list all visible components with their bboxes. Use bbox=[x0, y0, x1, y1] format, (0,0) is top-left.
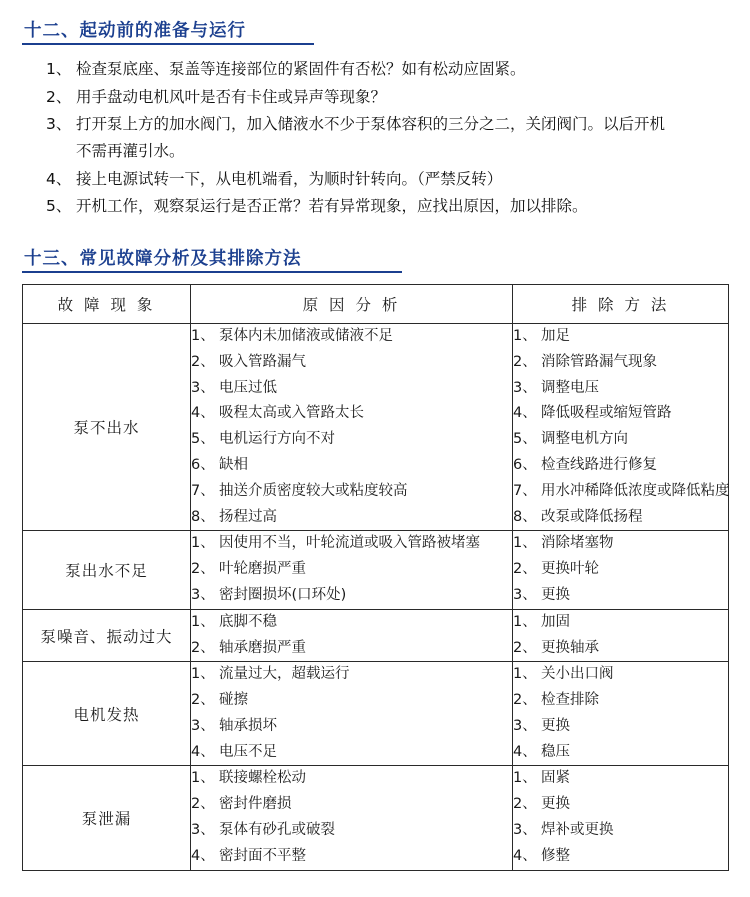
step-number: 2、 bbox=[46, 87, 72, 106]
list-item bbox=[513, 766, 728, 792]
item-text: 加固 bbox=[541, 613, 570, 630]
list-item bbox=[191, 350, 512, 376]
item-text: 流量过大，超载运行 bbox=[219, 666, 350, 683]
item-text: 消除堵塞物 bbox=[541, 535, 614, 552]
cell-phenomenon: 电机发热 bbox=[23, 662, 191, 766]
list-item bbox=[513, 401, 728, 427]
item-text: 电机运行方向不对 bbox=[219, 431, 335, 448]
item-number: 4、 bbox=[513, 743, 537, 760]
item-number: 4、 bbox=[191, 847, 215, 864]
list-item bbox=[513, 583, 728, 609]
cell-remedies bbox=[513, 766, 729, 870]
item-number: 2、 bbox=[513, 561, 537, 578]
cell-remedies bbox=[513, 609, 729, 662]
item-text: 轴承磨损严重 bbox=[219, 639, 306, 656]
step-number: 1、 bbox=[46, 60, 72, 78]
table-row bbox=[23, 323, 729, 530]
list-item bbox=[46, 56, 728, 83]
item-text: 调整电机方向 bbox=[541, 431, 628, 448]
list-item bbox=[46, 84, 728, 111]
item-number: 2、 bbox=[191, 796, 215, 813]
list-item bbox=[191, 427, 512, 453]
item-text: 泵体内未加储液或储液不足 bbox=[219, 327, 393, 344]
list-item bbox=[191, 505, 512, 531]
list-item bbox=[513, 844, 728, 870]
section-12-title: 十二、起动前的准备与运行 bbox=[24, 21, 246, 41]
list-item bbox=[513, 610, 728, 636]
item-text: 消除管路漏气现象 bbox=[541, 353, 657, 370]
item-number: 1、 bbox=[513, 613, 537, 630]
list-item bbox=[191, 740, 512, 766]
list-item bbox=[191, 662, 512, 688]
list-item bbox=[513, 505, 728, 531]
item-text: 调整电压 bbox=[541, 379, 599, 396]
table-row bbox=[23, 609, 729, 662]
item-number: 6、 bbox=[513, 456, 537, 473]
list-item bbox=[191, 714, 512, 740]
fault-analysis-table bbox=[22, 284, 729, 871]
heading-underline bbox=[22, 271, 402, 273]
item-number: 3、 bbox=[191, 586, 215, 603]
list-item bbox=[191, 479, 512, 505]
step-text: 打开泵上方的加水阀门，加入储液水不少于泵体容积的三分之二，关闭阀门。以后开机 bbox=[76, 115, 666, 134]
item-number: 1、 bbox=[191, 613, 215, 630]
list-item bbox=[191, 636, 512, 662]
cell-phenomenon: 泵泄漏 bbox=[23, 766, 191, 870]
item-number: 1、 bbox=[191, 666, 215, 683]
item-number: 1、 bbox=[513, 666, 537, 683]
item-text: 轴承损坏 bbox=[219, 717, 277, 734]
item-number: 7、 bbox=[513, 482, 537, 499]
cell-phenomenon: 泵出水不足 bbox=[23, 531, 191, 609]
list-item bbox=[513, 324, 728, 350]
list-item bbox=[513, 818, 728, 844]
step-number: 4、 bbox=[46, 169, 72, 188]
item-number: 5、 bbox=[191, 431, 215, 448]
cell-causes bbox=[191, 609, 513, 662]
list-item bbox=[191, 818, 512, 844]
step-text: 检查泵底座、泵盖等连接部位的紧固件有否松？如有松动应固紧。 bbox=[76, 60, 526, 78]
startup-steps-list bbox=[22, 56, 728, 220]
table-row bbox=[23, 531, 729, 609]
list-item bbox=[513, 688, 728, 714]
list-item bbox=[513, 662, 728, 688]
list-item bbox=[191, 453, 512, 479]
cell-remedies bbox=[513, 531, 729, 609]
item-number: 4、 bbox=[191, 405, 215, 422]
list-item bbox=[191, 324, 512, 350]
step-number: 3、 bbox=[46, 115, 72, 134]
cell-causes bbox=[191, 531, 513, 609]
item-number: 1、 bbox=[513, 770, 537, 787]
item-text: 电压过低 bbox=[219, 379, 277, 396]
item-number: 2、 bbox=[191, 639, 215, 656]
list-item bbox=[191, 844, 512, 870]
cause-list bbox=[191, 324, 512, 530]
item-number: 3、 bbox=[513, 379, 537, 396]
item-text: 联接螺栓松动 bbox=[219, 770, 306, 787]
list-item bbox=[191, 376, 512, 402]
item-text: 叶轮磨损严重 bbox=[219, 561, 306, 578]
item-text: 更换轴承 bbox=[541, 639, 599, 656]
list-item bbox=[513, 714, 728, 740]
item-number: 3、 bbox=[191, 822, 215, 839]
step-text: 接上电源试转一下，从电机端看，为顺时针转向。（严禁反转） bbox=[76, 169, 503, 188]
item-number: 3、 bbox=[513, 822, 537, 839]
list-item bbox=[513, 636, 728, 662]
item-text: 吸程太高或入管路太长 bbox=[219, 405, 364, 422]
section-13-title: 十三、常见故障分析及其排除方法 bbox=[24, 248, 302, 269]
item-text: 降低吸程或缩短管路 bbox=[541, 405, 672, 422]
item-number: 3、 bbox=[513, 717, 537, 734]
list-item bbox=[513, 427, 728, 453]
item-number: 2、 bbox=[513, 796, 537, 813]
column-header-remedy: 排 除 方 法 bbox=[513, 284, 729, 323]
item-text: 关小出口阀 bbox=[541, 666, 614, 683]
remedy-list bbox=[513, 324, 728, 530]
item-text: 更换叶轮 bbox=[541, 561, 599, 578]
step-text: 开机工作，观察泵运行是否正常？若有异常现象，应找出原因，加以排除。 bbox=[76, 197, 588, 216]
item-text: 密封面不平整 bbox=[219, 847, 306, 864]
item-text: 用水冲稀降低浓度或降低粘度 bbox=[541, 482, 730, 499]
cell-phenomenon: 泵不出水 bbox=[23, 323, 191, 530]
list-item bbox=[46, 166, 728, 193]
table-row bbox=[23, 662, 729, 766]
remedy-list bbox=[513, 766, 728, 869]
item-number: 1、 bbox=[191, 770, 215, 787]
list-item bbox=[191, 401, 512, 427]
item-number: 5、 bbox=[513, 431, 537, 448]
item-number: 1、 bbox=[513, 327, 537, 344]
table-row bbox=[23, 766, 729, 870]
item-number: 4、 bbox=[513, 847, 537, 864]
item-number: 3、 bbox=[191, 379, 215, 396]
item-text: 抽送介质密度较大或粘度较高 bbox=[219, 482, 408, 499]
list-item bbox=[191, 766, 512, 792]
cause-list bbox=[191, 766, 512, 869]
step-text: 用手盘动电机风叶是否有卡住或异声等现象？ bbox=[76, 87, 387, 106]
item-text: 电压不足 bbox=[219, 743, 277, 760]
item-text: 检查线路进行修复 bbox=[541, 456, 657, 473]
list-item bbox=[191, 792, 512, 818]
item-text: 密封圈损坏(口环处) bbox=[219, 586, 347, 603]
item-text: 加足 bbox=[541, 327, 570, 344]
list-item bbox=[513, 740, 728, 766]
item-text: 吸入管路漏气 bbox=[219, 353, 306, 370]
step-text-continued: 不需再灌引水。 bbox=[76, 141, 185, 160]
item-number: 1、 bbox=[191, 535, 215, 552]
item-number: 2、 bbox=[513, 639, 537, 656]
remedy-list bbox=[513, 531, 728, 608]
item-text: 底脚不稳 bbox=[219, 613, 277, 630]
section-heading-12 bbox=[22, 14, 728, 46]
item-text: 更换 bbox=[541, 796, 570, 813]
cell-causes bbox=[191, 662, 513, 766]
item-number: 7、 bbox=[191, 482, 215, 499]
cause-list bbox=[191, 662, 512, 765]
item-number: 3、 bbox=[513, 586, 537, 603]
list-item bbox=[513, 792, 728, 818]
item-number: 8、 bbox=[191, 508, 215, 525]
cell-causes bbox=[191, 766, 513, 870]
list-item bbox=[513, 376, 728, 402]
item-text: 因使用不当，叶轮流道或吸入管路被堵塞 bbox=[219, 535, 480, 552]
table-header-row bbox=[23, 284, 729, 323]
cell-phenomenon: 泵噪音、振动过大 bbox=[23, 609, 191, 662]
item-number: 1、 bbox=[513, 535, 537, 552]
item-text: 更换 bbox=[541, 586, 570, 603]
cell-remedies bbox=[513, 323, 729, 530]
list-item bbox=[191, 531, 512, 557]
item-text: 稳压 bbox=[541, 743, 570, 760]
list-item bbox=[191, 610, 512, 636]
item-number: 8、 bbox=[513, 508, 537, 525]
remedy-list bbox=[513, 610, 728, 662]
cause-list bbox=[191, 531, 512, 608]
cause-list bbox=[191, 610, 512, 662]
item-text: 泵体有砂孔或破裂 bbox=[219, 822, 335, 839]
heading-underline bbox=[22, 43, 314, 45]
item-text: 固紧 bbox=[541, 770, 570, 787]
list-item bbox=[46, 111, 728, 164]
item-text: 扬程过高 bbox=[219, 508, 277, 525]
item-number: 6、 bbox=[191, 456, 215, 473]
item-number: 2、 bbox=[513, 353, 537, 370]
section-heading-13 bbox=[22, 242, 728, 274]
list-item bbox=[191, 557, 512, 583]
list-item bbox=[513, 557, 728, 583]
list-item bbox=[46, 193, 728, 220]
list-item bbox=[191, 583, 512, 609]
item-number: 4、 bbox=[191, 743, 215, 760]
remedy-list bbox=[513, 662, 728, 765]
list-item bbox=[513, 479, 728, 505]
item-text: 焊补或更换 bbox=[541, 822, 614, 839]
step-number: 5、 bbox=[46, 197, 72, 216]
list-item bbox=[513, 531, 728, 557]
list-item bbox=[513, 453, 728, 479]
item-text: 密封件磨损 bbox=[219, 796, 292, 813]
item-text: 碰擦 bbox=[219, 692, 248, 709]
item-number: 2、 bbox=[191, 692, 215, 709]
item-text: 更换 bbox=[541, 717, 570, 734]
item-number: 3、 bbox=[191, 717, 215, 734]
item-text: 检查排除 bbox=[541, 692, 599, 709]
cell-remedies bbox=[513, 662, 729, 766]
item-number: 1、 bbox=[191, 327, 215, 344]
item-number: 2、 bbox=[191, 353, 215, 370]
column-header-phenomenon: 故 障 现 象 bbox=[23, 284, 191, 323]
item-number: 4、 bbox=[513, 405, 537, 422]
item-text: 缺相 bbox=[219, 456, 248, 473]
item-number: 2、 bbox=[513, 692, 537, 709]
column-header-cause: 原 因 分 析 bbox=[191, 284, 513, 323]
cell-causes bbox=[191, 323, 513, 530]
list-item bbox=[191, 688, 512, 714]
item-number: 2、 bbox=[191, 561, 215, 578]
item-text: 改泵或降低扬程 bbox=[541, 508, 643, 525]
list-item bbox=[513, 350, 728, 376]
item-text: 修整 bbox=[541, 847, 570, 864]
